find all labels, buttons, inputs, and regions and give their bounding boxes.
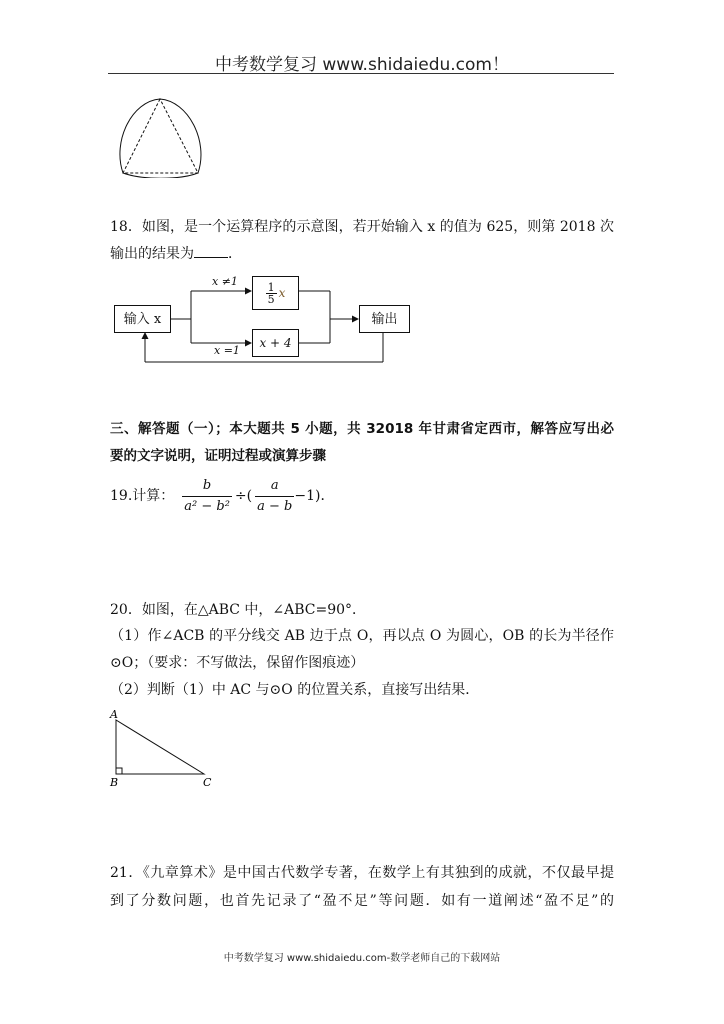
q19-f2-den: a − b [255, 496, 294, 517]
section3-heading-line1: 三、解答题（一）；本大题共 5 小题，共 32018 年甘肃省定西市，解答应写出必 [110, 421, 614, 437]
flow-cond-equal-one: x =1 [214, 344, 240, 357]
triangle-label-a: A [110, 708, 118, 721]
q21-text-line1: 21．《九章算术》是中国古代数学专著，在数学上有其独到的成就，不仅最早提 [110, 865, 614, 881]
q18-text-prefix: 输出的结果为 [110, 246, 194, 262]
triangle-label-c: C [203, 776, 212, 788]
q19-fraction-2 [255, 476, 294, 517]
flow-input-box [114, 305, 171, 333]
flow-output-box [359, 305, 410, 333]
q20-text-line3: ⊙O；（要求：不写做法，保留作图痕迹） [110, 655, 365, 671]
q20-text-line4: （2）判断（1）中 AC 与⊙O 的位置关系，直接写出结果． [110, 682, 480, 698]
flow-cond-not-one: x ≠1 [212, 275, 238, 288]
flow-bottom-op-box [252, 329, 299, 357]
q18-text-suffix: ． [228, 246, 242, 262]
page-footer: 中考数学复习 www.shidaiedu.com-数学老师自己的下载网站 [223, 953, 501, 964]
q18-flowchart [108, 274, 418, 366]
q20-text-line1: 20．如图，在△ABC 中，∠ABC=90°． [110, 602, 367, 618]
right-triangle-figure [104, 706, 224, 788]
flow-bottom-expr: x + 4 [259, 336, 292, 350]
flow-top-var: x [278, 286, 286, 300]
flow-output-label: 输出 [371, 311, 398, 327]
flow-top-frac-den: 5 [267, 292, 275, 306]
q19-f2-num: a [270, 477, 279, 493]
q19-operator: ÷( [234, 488, 253, 504]
q19-fraction-1 [182, 476, 232, 517]
q19-tail: −1)． [294, 488, 335, 504]
triangle-label-b: B [110, 776, 119, 788]
flow-input-label: 输入 x [123, 311, 162, 327]
q18-text-line2 [110, 244, 242, 264]
q19-f1-num: b [202, 477, 212, 493]
page-header-title: 中考数学复习 www.shidaiedu.com！ [215, 55, 509, 75]
q19-f1-den: a² − b² [182, 496, 232, 517]
flow-top-frac-num: 1 [267, 280, 275, 294]
q18-text-line1: 18．如图，是一个运算程序的示意图，若开始输入 x 的值为 625，则第 2018 次 [110, 219, 614, 235]
q21-text-line2: 到了分数问题，也首先记录了“盈不足”等问题．如有一道阐述“盈不足”的 [110, 893, 614, 909]
section3-heading-line2: 要的文字说明，证明过程或演算步骤 [110, 448, 326, 464]
q19-prefix: 19.计算： [110, 488, 175, 504]
q18-answer-blank [194, 245, 228, 258]
q19-expression [110, 476, 334, 516]
flow-top-op-box [252, 276, 299, 310]
reuleaux-triangle-figure [112, 96, 212, 178]
header-divider [108, 73, 614, 74]
flow-top-fraction [266, 282, 277, 305]
q20-text-line2: （1）作∠ACB 的平分线交 AB 边于点 O，再以点 O 为圆心，OB 的长为半径作 [110, 628, 614, 644]
